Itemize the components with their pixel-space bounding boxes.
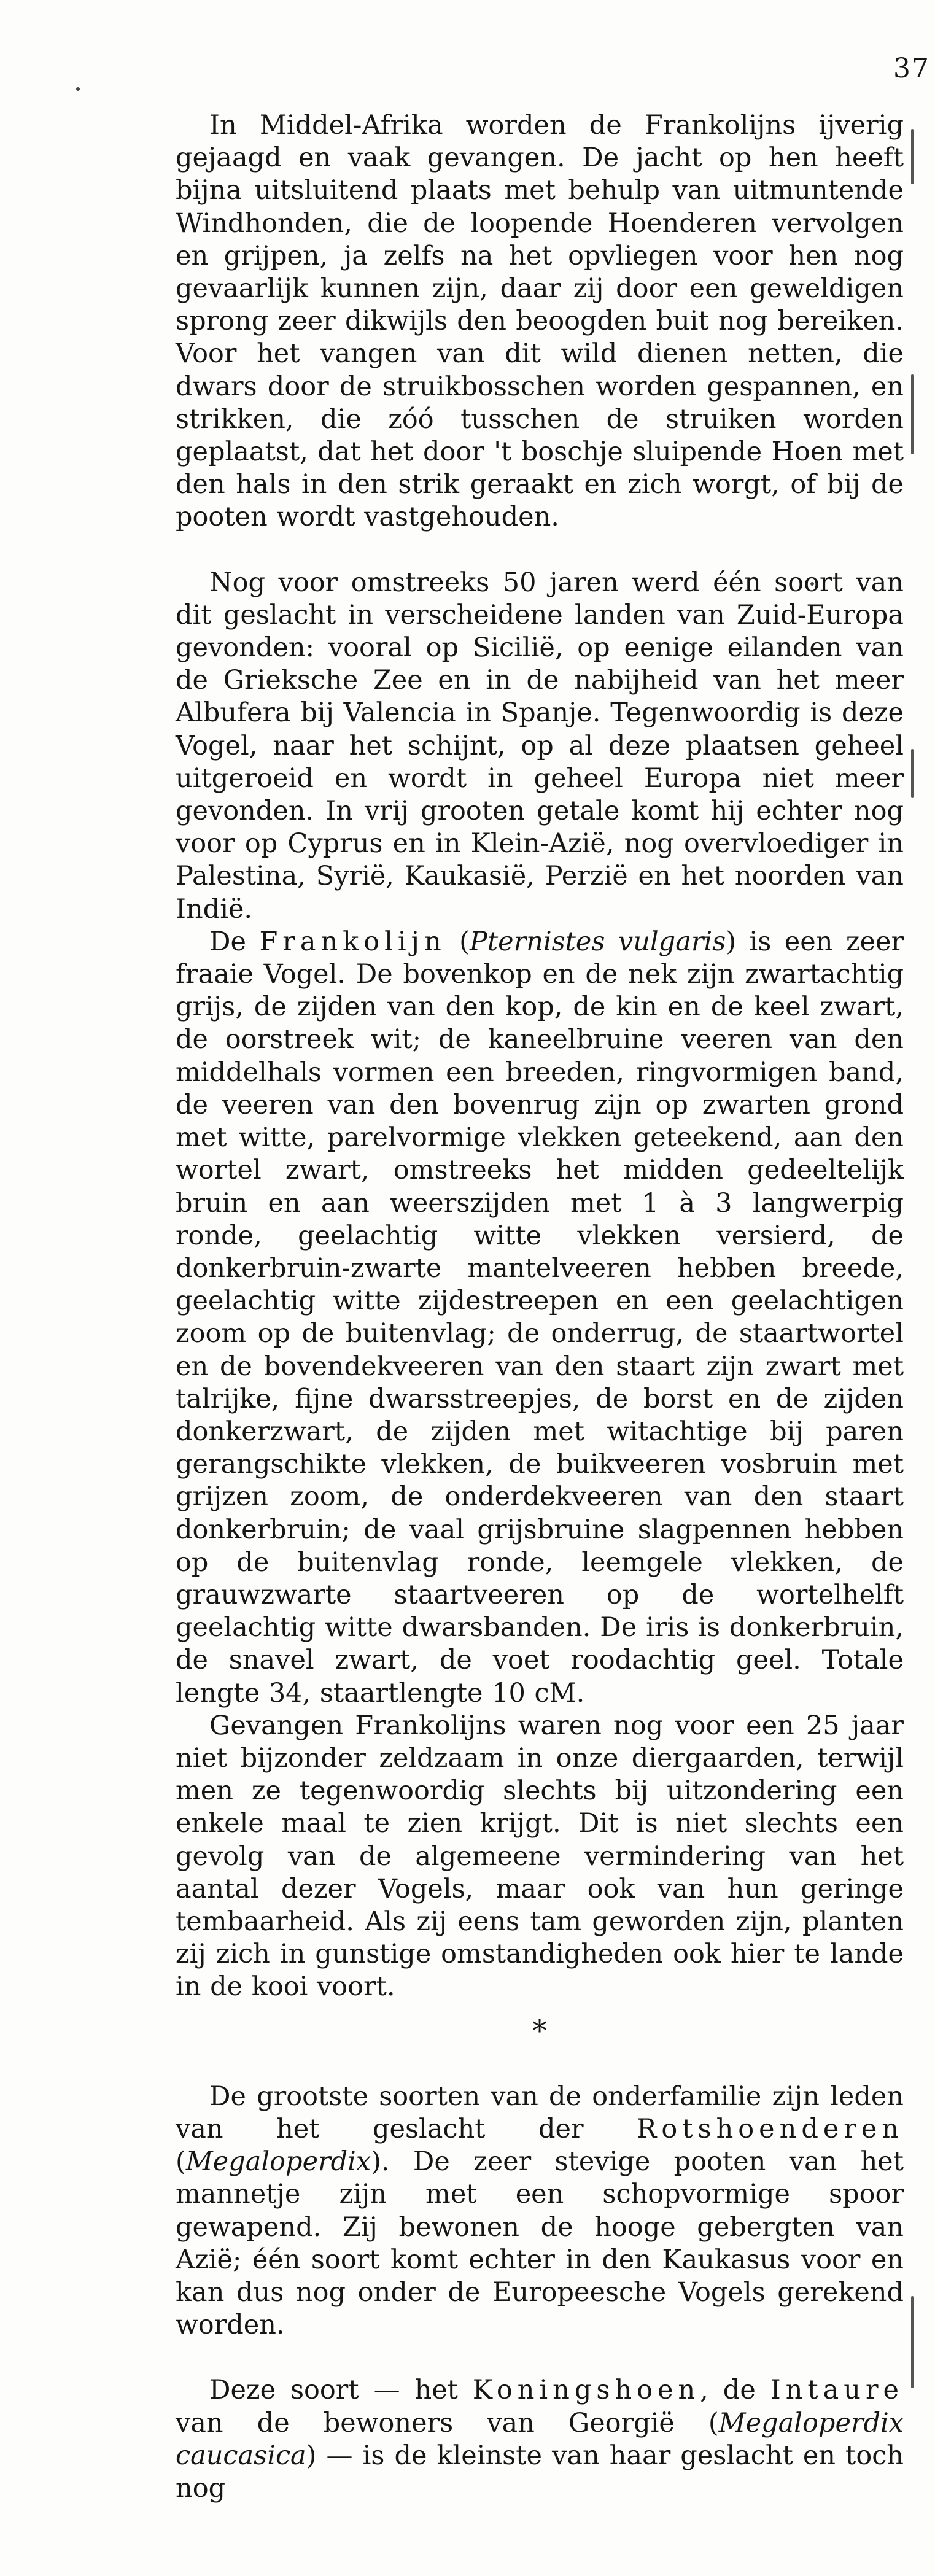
speck-mark <box>76 87 80 91</box>
paragraph-genus <box>176 2081 904 2342</box>
margin-mark <box>911 374 914 454</box>
species-name: Frankolijn <box>259 926 446 957</box>
paragraph-text: ). De zeer stevige pooten van het mannetje zijn met een schopvormige spoor gewapend. Zij bewonen de hooge gebergten van Azië; één soort komt echter in den Kaukasus voor en kan dus nog onder de Europeesche Vogels gerekend worden. <box>176 2146 904 2341</box>
paragraph-hunting: In Middel-Afrika worden de Frankolijns ijverig gejaagd en vaak gevangen. De jacht op hen heeft bijna uitsluitend plaats met behulp van uitmuntende Windhonden, die de loopende Hoenderen vervolgen en grijpen, ja zelfs na het opvliegen voor hen nog gevaarlijk kunnen zijn, daar zij door een geweldigen sprong zeer dikwijls den beoogden buit nog bereiken. Voor het vangen van dit wild dienen netten, die dwars door de struikbosschen worden gespannen, en strikken, die zóó tusschen de struiken worden geplaatst, dat het door 't boschje sluipende Hoen met den hals in den strik geraakt en zich worgt, of bij de pooten wordt vastgehouden. <box>176 110 904 533</box>
body-text <box>176 109 904 2505</box>
paren-open: ( <box>176 2146 186 2178</box>
species-name: Koningshoen <box>472 2375 700 2406</box>
paragraph-distribution: Nog voor omstreeks 50 jaren werd één soort van dit geslacht in verscheidene landen van Zuid-Europa gevonden: vooral op Sicilië, op eenige eilanden van de Grieksche Zee en in de nabijheid van het meer Albufera bij Valencia in Spanje. Tegenwoordig is deze Vogel, naar het schijnt, op al deze plaatsen geheel uitgeroeid en wordt in geheel Europa niet meer gevonden. In vrij grooten getale komt hij echter nog voor op Cyprus en in Klein-Azië, nog overvloediger in Palestina, Syrië, Kaukasië, Perzië en het noorden van Indië. <box>176 567 904 925</box>
genus-name: Rotshoenderen <box>636 2113 904 2144</box>
species-name-2: Intaure <box>770 2375 904 2406</box>
paragraph-description <box>176 926 904 1710</box>
section-separator: * <box>532 2013 547 2048</box>
lead-text: De <box>209 926 260 957</box>
lead-text: De grootste soorten van de onderfamilie zijn leden van het geslacht der <box>176 2081 904 2144</box>
margin-mark <box>911 129 914 184</box>
paragraph-text: ) is een zeer fraaie Vogel. De bovenkop en de nek zijn zwartachtig grijs, de zijden van den kop, de kin en de keel zwart, de oorstreek wit; de kaneelbruine veeren van den middelhals vormen een breeden, ringvormigen band, de veeren van den bovenrug zijn op zwarten grond met witte, parelvormige vlekken geteekend, aan den wortel zwart, omstreeks het midden gedeeltelijk bruin en aan weerszijden met 1 à 3 langwerpig ronde, geelachtig witte vlekken versierd, de donkerbruin-zwarte mantelveeren hebben breede, geelachtig witte zijdestreepen en een geelachtigen zoom op de buitenvlag; de onderrug, de staartwortel en de bovendekveeren van den staart zijn zwart met talrijke, fijne dwarsstreepjes, de borst en de zijden donkerzwart, de zijden met witachtige bij paren gerangschikte vlekken, de buikveeren vosbruin met grijzen zoom, de onderdekveeren van den staart donkerbruin; de vaal grijsbruine slagpennen hebben op de buitenvlag ronde, leemgele vlekken, de grauwzwarte staartveeren op de wortelhelft geelachtig witte dwarsbanden. De iris is donkerbruin, de snavel zwart, de voet roodachtig geel. Totale lengte 34, staartlengte 10 cM. <box>176 926 904 1709</box>
latin-name: Megaloperdix caucasica <box>176 2407 904 2471</box>
margin-mark <box>911 2296 914 2388</box>
middle-text: van de bewoners van Georgië ( <box>176 2407 719 2438</box>
lead-text: Deze soort — het <box>209 2375 473 2406</box>
latin-name: Pternistes vulgaris <box>469 926 726 957</box>
paragraph-captivity: Gevangen Frankolijns waren nog voor een 25 jaar niet bijzonder zeldzaam in onze diergaarden, terwijl men ze tegenwoordig slechts bij uitzondering een enkele maal te zien krijgt. Dit is niet slechts een gevolg van de algemeene vermindering van het aantal dezer Vogels, maar ook van hun geringe tembaarheid. Als zij eens tam geworden zijn, planten zij zich in gunstige omstandigheden ook hier te lande in de kooi voort. <box>176 1710 904 2003</box>
paragraph-text: ) — is de kleinste van haar geslacht en toch nog <box>176 2440 904 2504</box>
comma-text: , de <box>700 2375 770 2406</box>
margin-mark <box>911 749 914 798</box>
page-number: 37 <box>893 53 930 84</box>
paragraph-koningshoen <box>176 2374 904 2505</box>
paren-open: ( <box>446 926 470 957</box>
latin-name: Megaloperdix <box>185 2146 371 2178</box>
